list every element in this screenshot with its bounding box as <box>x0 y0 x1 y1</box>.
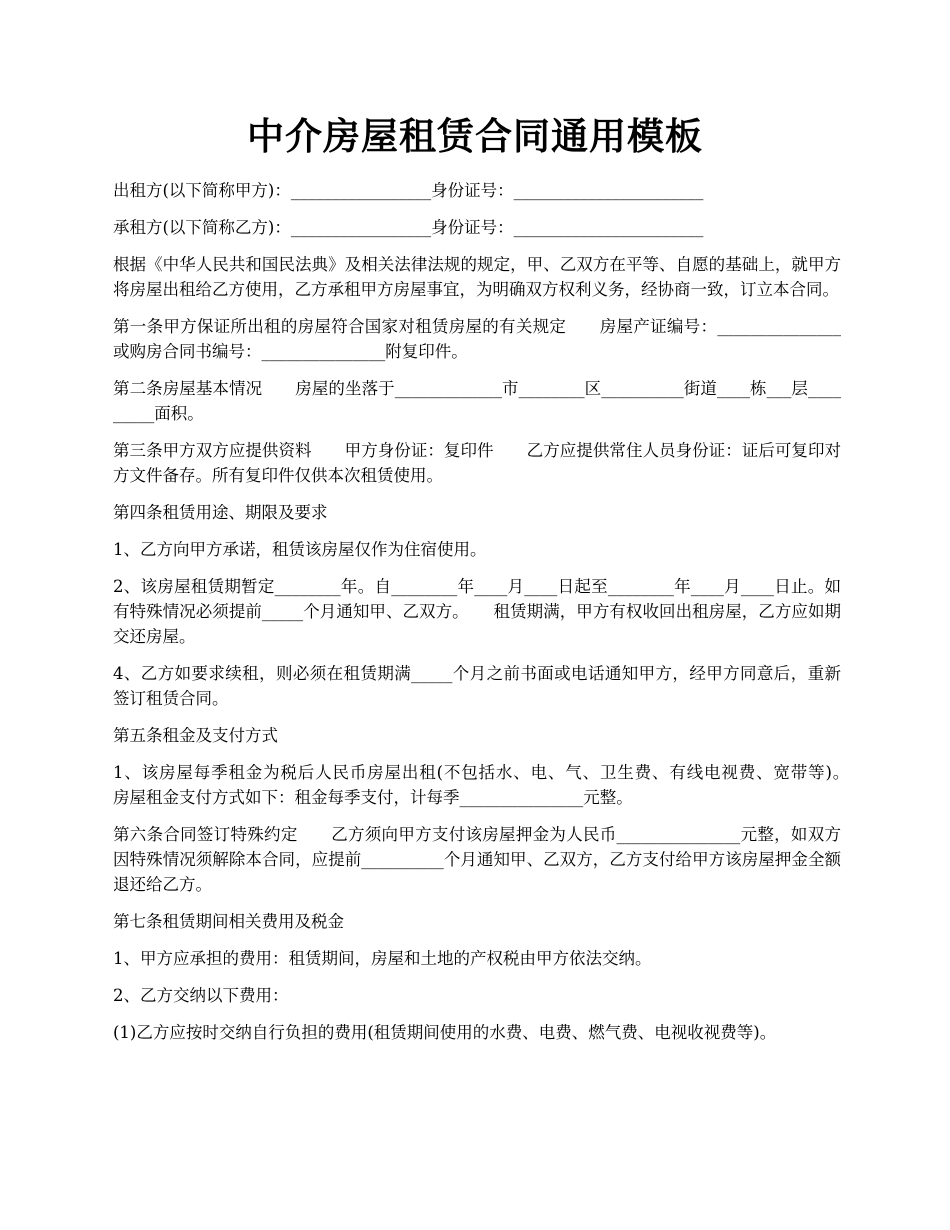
paragraph-article-6: 第六条合同签订特殊约定 乙方须向甲方支付该房屋押金为人民币_______________元整，如双方因特殊情况须解除本合同，应提前__________个月通知甲、乙双方，乙方支付给甲方该房屋押金全额退还给乙方。 <box>113 825 841 894</box>
document-title: 中介房屋租赁合同通用模板 <box>247 114 703 158</box>
paragraph-article-4-item-1: 1、乙方向甲方承诺，租赁该房屋仅作为住宿使用。 <box>113 540 487 559</box>
paragraph-article-5-heading: 第五条租金及支付方式 <box>113 726 278 745</box>
paragraph-article-3: 第三条甲方双方应提供资料 甲方身份证：复印件 乙方应提供常住人员身份证：证后可复印对方文件备存。所有复印件仅供本次租赁使用。 <box>113 441 841 485</box>
paragraph-article-7-item-2: 2、乙方交纳以下费用： <box>113 986 289 1005</box>
paragraph-lessee: 承租方(以下简称乙方)：_________________身份证号：_______________________ <box>113 218 704 237</box>
paragraph-preamble: 根据《中华人民共和国民法典》及相关法律法规的规定，甲、乙双方在平等、自愿的基础上，就甲方将房屋出租给乙方使用，乙方承租甲方房屋事宜，为明确双方权利义务，经协商一致，订立本合同。 <box>113 255 841 299</box>
paragraph-lessor: 出租方(以下简称甲方)：_________________身份证号：_______________________ <box>113 181 704 200</box>
paragraph-article-4-item-2: 2、该房屋租赁期暂定________年。自________年____月____日起至________年____月____日止。如有特殊情况必须提前_____个月通知甲、乙双方。 租赁期满，甲方有权收回出租房屋，乙方应如期交还房屋。 <box>113 577 841 646</box>
paragraph-article-2: 第二条房屋基本情况 房屋的坐落于_____________市________区__________街道____栋___层_________面积。 <box>113 379 841 423</box>
paragraph-article-7-heading: 第七条租赁期间相关费用及税金 <box>113 912 344 931</box>
paragraph-article-7-item-2-1: (1)乙方应按时交纳自行负担的费用(租赁期间使用的水费、电费、燃气费、电视收视费等)。 <box>113 1023 777 1042</box>
paragraph-article-1: 第一条甲方保证所出租的房屋符合国家对租赁房屋的有关规定 房屋产证编号：_______________或购房合同书编号：_______________附复印件。 <box>113 317 841 361</box>
paragraph-article-5-item-1: 1、该房屋每季租金为税后人民币房屋出租(不包括水、电、气、卫生费、有线电视费、宽带等)。 房屋租金支付方式如下：租金每季支付，计每季_______________元整。 <box>113 763 874 807</box>
document-body <box>113 178 874 1057</box>
paragraph-article-7-item-1: 1、甲方应承担的费用：租赁期间，房屋和土地的产权税由甲方依法交纳。 <box>113 949 652 968</box>
paragraph-article-4-heading: 第四条租赁用途、期限及要求 <box>113 503 328 522</box>
paragraph-article-4-item-4: 4、乙方如要求续租，则必须在租赁期满_____个月之前书面或电话通知甲方，经甲方同意后，重新签订租赁合同。 <box>113 664 841 708</box>
